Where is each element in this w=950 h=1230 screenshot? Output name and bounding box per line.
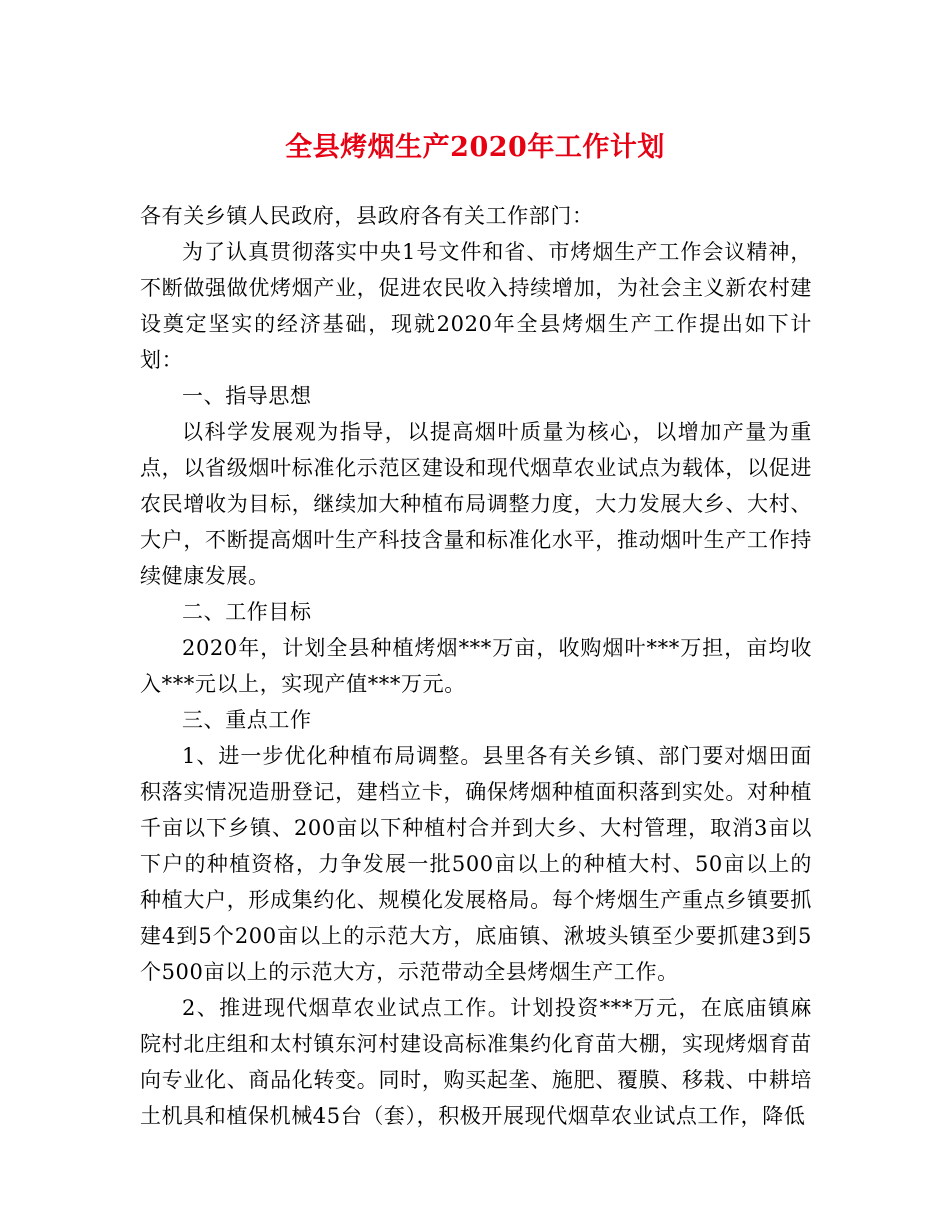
document-body	[140, 198, 812, 1134]
section1-heading: 一、指导思想	[182, 384, 312, 408]
section3-item2-paragraph: 2、推进现代烟草农业试点工作。计划投资***万元，在底庙镇麻院村北庄组和太村镇东河村建设高标准集约化育苗大棚，实现烤烟育苗向专业化、商品化转变。同时，购买起垄、施肥、覆膜、移栽、中耕培土机具和植保机械45台（套），积极开展现代烟草农业试点工作，降低	[140, 996, 812, 1128]
section3-heading: 三、重点工作	[182, 708, 312, 732]
intro-paragraph: 为了认真贯彻落实中央1号文件和省、市烤烟生产工作会议精神，不断做强做优烤烟产业，促进农民收入持续增加，为社会主义新农村建设奠定坚实的经济基础，现就2020年全县烤烟生产工作提出如下计划：	[140, 240, 812, 372]
section2-heading: 二、工作目标	[182, 600, 312, 624]
section2-paragraph: 2020年，计划全县种植烤烟***万亩，收购烟叶***万担，亩均收入***元以上，实现产值***万元。	[140, 636, 812, 696]
section1-paragraph: 以科学发展观为指导，以提高烟叶质量为核心，以增加产量为重点，以省级烟叶标准化示范区建设和现代烟草农业试点为载体，以促进农民增收为目标，继续加大种植布局调整力度，大力发展大乡、大村、大户，不断提高烟叶生产科技含量和标准化水平，推动烟叶生产工作持续健康发展。	[140, 420, 812, 588]
salutation: 各有关乡镇人民政府，县政府各有关工作部门：	[140, 204, 594, 228]
document-title: 全县烤烟生产2020年工作计划	[285, 132, 665, 163]
section3-item1-paragraph: 1、进一步优化种植布局调整。县里各有关乡镇、部门要对烟田面积落实情况造册登记，建档立卡，确保烤烟种植面积落到实处。对种植千亩以下乡镇、200亩以下种植村合并到大乡、大村管理，取消3亩以下户的种植资格，力争发展一批500亩以上的种植大村、50亩以上的种植大户，形成集约化、规模化发展格局。每个烤烟生产重点乡镇要抓建4到5个200亩以上的示范大方，底庙镇、湫坡头镇至少要抓建3到5个500亩以上的示范大方，示范带动全县烤烟生产工作。	[140, 744, 812, 984]
